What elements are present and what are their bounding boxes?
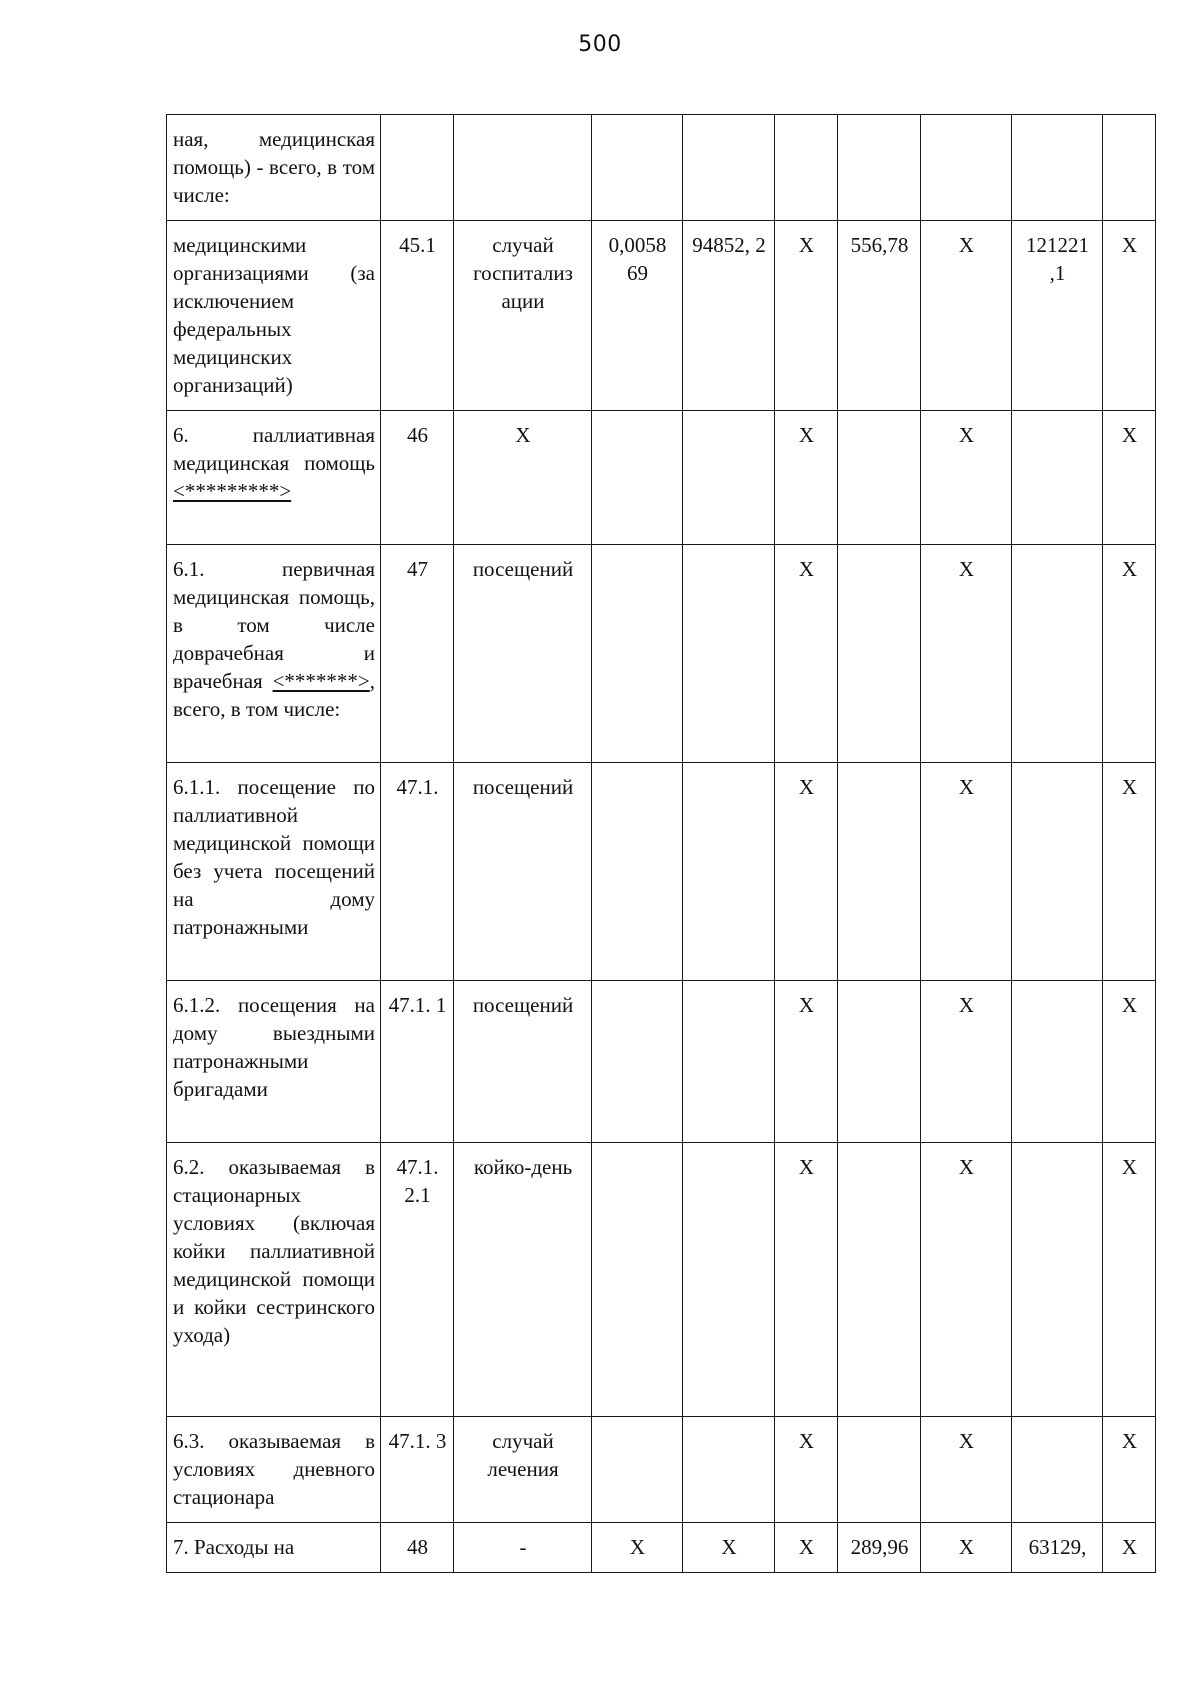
- table-row: [167, 545, 1156, 763]
- row-name-text: , всего, в том числе:: [173, 669, 375, 721]
- budget-per-capita-cell: X: [775, 221, 838, 411]
- volume-norm-cell: [592, 1417, 683, 1523]
- volume-norm-cell: [592, 1143, 683, 1417]
- data-table: [166, 114, 1156, 1573]
- budget-per-capita-cell: X: [775, 981, 838, 1143]
- row-name-text: 7. Расходы на: [173, 1535, 295, 1559]
- cost-norm-cell: [683, 545, 775, 763]
- percent-cell: [1103, 115, 1156, 221]
- row-name-text: ная, медицинская помощь) - всего, в том числе:: [173, 127, 375, 207]
- budget-per-capita-cell: [775, 115, 838, 221]
- budget-per-capita-cell: X: [775, 411, 838, 545]
- percent-cell: X: [1103, 981, 1156, 1143]
- row-name-text: 6.1. первичная медицинская помощь, в том числе доврачебная и врачебная: [173, 557, 375, 693]
- table-row: [167, 221, 1156, 411]
- oms-per-capita-cell: 289,96: [838, 1523, 921, 1573]
- table-row: [167, 981, 1156, 1143]
- footnote-link[interactable]: <*******>: [272, 669, 370, 693]
- oms-total-cell: [1012, 981, 1103, 1143]
- oms-total-cell: 121221 ,1: [1012, 221, 1103, 411]
- row-number-cell: 47.1. 1: [381, 981, 454, 1143]
- oms-per-capita-cell: [838, 981, 921, 1143]
- volume-norm-cell: X: [592, 1523, 683, 1573]
- row-number-cell: 45.1: [381, 221, 454, 411]
- table-row: [167, 1523, 1156, 1573]
- row-name-text: медицинскими организациями (за исключением федеральных медицинских организаций): [173, 233, 375, 397]
- oms-per-capita-cell: [838, 1417, 921, 1523]
- row-number-cell: 46: [381, 411, 454, 545]
- table-row: [167, 1417, 1156, 1523]
- budget-per-capita-cell: X: [775, 1417, 838, 1523]
- unit-cell: койко-день: [454, 1143, 592, 1417]
- row-name-cell: [167, 1143, 381, 1417]
- percent-cell: X: [1103, 1143, 1156, 1417]
- cost-norm-cell: [683, 981, 775, 1143]
- cost-norm-cell: [683, 1417, 775, 1523]
- table-row: [167, 411, 1156, 545]
- row-name-text: 6.3. оказываемая в условиях дневного стационара: [173, 1429, 375, 1509]
- table-row: [167, 1143, 1156, 1417]
- footnote-link[interactable]: <*********>: [173, 479, 292, 503]
- oms-per-capita-cell: [838, 115, 921, 221]
- budget-total-cell: X: [921, 763, 1012, 981]
- row-number-cell: 47.1. 3: [381, 1417, 454, 1523]
- budget-total-cell: X: [921, 545, 1012, 763]
- row-number-cell: 47: [381, 545, 454, 763]
- row-number-cell: [381, 115, 454, 221]
- budget-per-capita-cell: X: [775, 1523, 838, 1573]
- volume-norm-cell: [592, 115, 683, 221]
- unit-cell: X: [454, 411, 592, 545]
- percent-cell: X: [1103, 411, 1156, 545]
- percent-cell: X: [1103, 1417, 1156, 1523]
- row-name-cell: [167, 981, 381, 1143]
- unit-cell: посещений: [454, 763, 592, 981]
- row-number-cell: 48: [381, 1523, 454, 1573]
- budget-total-cell: X: [921, 221, 1012, 411]
- budget-total-cell: X: [921, 1143, 1012, 1417]
- percent-cell: X: [1103, 221, 1156, 411]
- oms-per-capita-cell: [838, 763, 921, 981]
- percent-cell: X: [1103, 545, 1156, 763]
- oms-total-cell: [1012, 411, 1103, 545]
- budget-per-capita-cell: X: [775, 1143, 838, 1417]
- oms-total-cell: [1012, 763, 1103, 981]
- row-name-cell: [167, 115, 381, 221]
- row-name-cell: [167, 763, 381, 981]
- unit-cell: посещений: [454, 545, 592, 763]
- row-name-text: 6. паллиативная медицинская помощь: [173, 423, 375, 475]
- budget-per-capita-cell: X: [775, 545, 838, 763]
- budget-total-cell: X: [921, 411, 1012, 545]
- row-name-cell: [167, 1523, 381, 1573]
- row-name-text: 6.2. оказываемая в стационарных условиях (включая койки паллиативной медицинской помощи и койки сестринского ухода): [173, 1155, 375, 1347]
- budget-total-cell: X: [921, 981, 1012, 1143]
- row-name-text: 6.1.2. посещения на дому выездными патронажными бригадами: [173, 993, 375, 1101]
- cost-norm-cell: [683, 411, 775, 545]
- percent-cell: X: [1103, 1523, 1156, 1573]
- unit-cell: случай госпитализ ации: [454, 221, 592, 411]
- row-name-cell: [167, 545, 381, 763]
- volume-norm-cell: [592, 763, 683, 981]
- cost-norm-cell: X: [683, 1523, 775, 1573]
- row-number-cell: 47.1.: [381, 763, 454, 981]
- budget-total-cell: [921, 115, 1012, 221]
- row-number-cell: 47.1. 2.1: [381, 1143, 454, 1417]
- volume-norm-cell: 0,0058 69: [592, 221, 683, 411]
- oms-total-cell: [1012, 1143, 1103, 1417]
- unit-cell: [454, 115, 592, 221]
- oms-total-cell: 63129,: [1012, 1523, 1103, 1573]
- volume-norm-cell: [592, 981, 683, 1143]
- unit-cell: случай лечения: [454, 1417, 592, 1523]
- table-row: [167, 763, 1156, 981]
- oms-total-cell: [1012, 545, 1103, 763]
- unit-cell: посещений: [454, 981, 592, 1143]
- oms-total-cell: [1012, 1417, 1103, 1523]
- cost-norm-cell: [683, 763, 775, 981]
- oms-per-capita-cell: [838, 545, 921, 763]
- oms-total-cell: [1012, 115, 1103, 221]
- budget-total-cell: X: [921, 1523, 1012, 1573]
- row-name-cell: [167, 1417, 381, 1523]
- cost-norm-cell: 94852, 2: [683, 221, 775, 411]
- volume-norm-cell: [592, 411, 683, 545]
- unit-cell: -: [454, 1523, 592, 1573]
- budget-per-capita-cell: X: [775, 763, 838, 981]
- table-row: [167, 115, 1156, 221]
- row-name-cell: [167, 411, 381, 545]
- percent-cell: X: [1103, 763, 1156, 981]
- cost-norm-cell: [683, 1143, 775, 1417]
- volume-norm-cell: [592, 545, 683, 763]
- oms-per-capita-cell: [838, 411, 921, 545]
- table-body: [167, 115, 1156, 1573]
- oms-per-capita-cell: 556,78: [838, 221, 921, 411]
- page-number: 500: [578, 32, 622, 57]
- row-name-cell: [167, 221, 381, 411]
- budget-total-cell: X: [921, 1417, 1012, 1523]
- row-name-text: 6.1.1. посещение по паллиативной медицинской помощи без учета посещений на дому патронажными: [173, 775, 375, 939]
- oms-per-capita-cell: [838, 1143, 921, 1417]
- cost-norm-cell: [683, 115, 775, 221]
